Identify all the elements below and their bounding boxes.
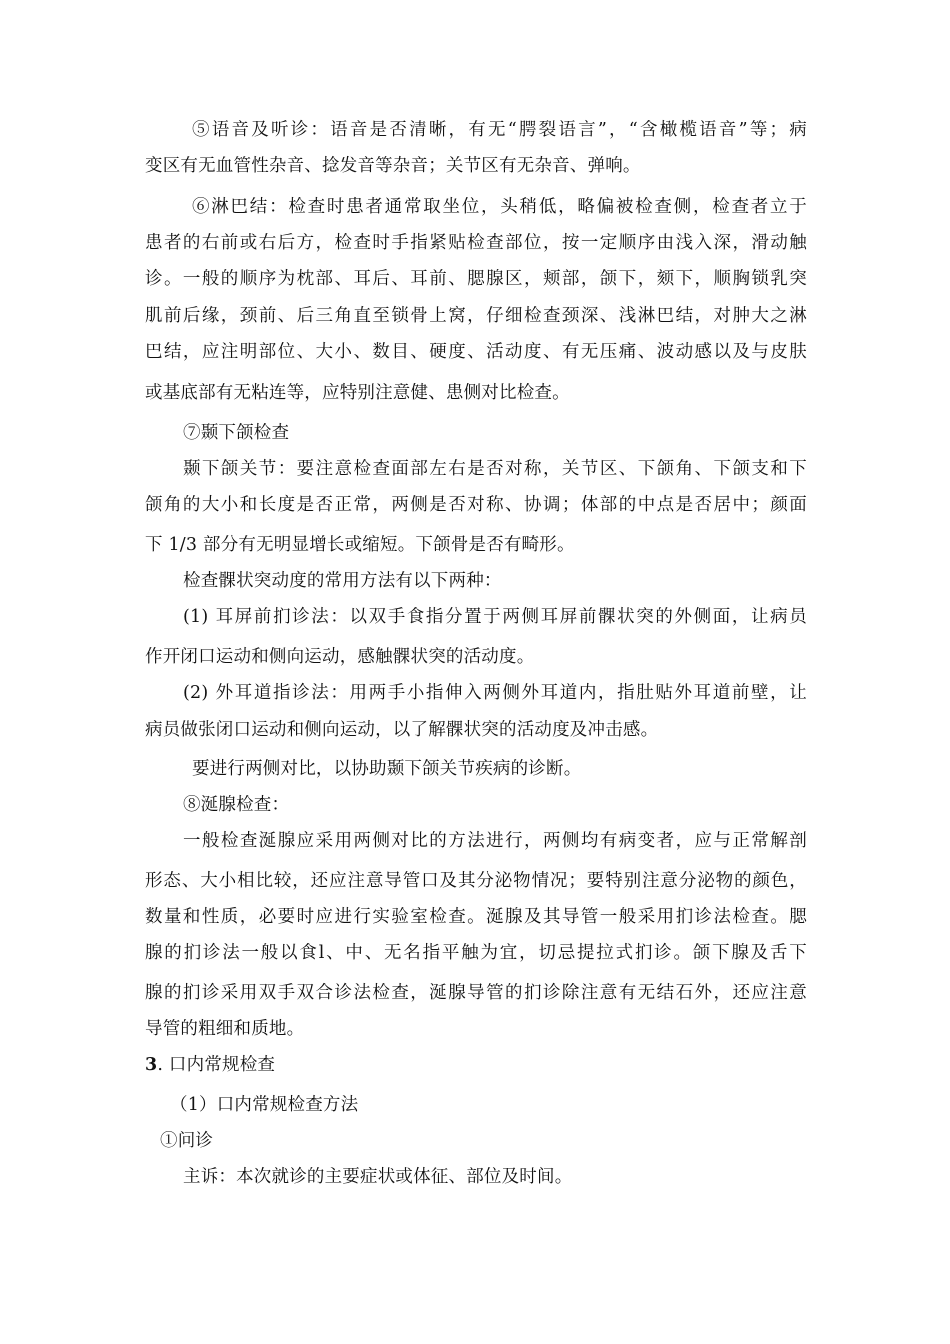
subsection-heading: （1）口内常规检查方法: [170, 1095, 359, 1115]
text-line: ⑥淋巴结：检查时患者通常取坐位，头稍低，略偏被检查侧，检查者立于: [192, 197, 807, 217]
text-line: (2) 外耳道指诊法：用两手小指伸入两侧外耳道内，指肚贴外耳道前壁，让: [183, 683, 807, 703]
text-line: ⑤语音及听诊：语音是否清晰，有无“腭裂语言”，“含橄榄语音”等；病: [192, 120, 807, 140]
text-line: 作开闭口运动和侧向运动，感触髁状突的活动度。: [145, 647, 535, 667]
text-line: 下 1/3 部分有无明显增长或缩短。下颌骨是否有畸形。: [145, 535, 575, 555]
text-line: 变区有无血管性杂音、捻发音等杂音；关节区有无杂音、弹响。: [145, 156, 641, 176]
text-line: 主诉：本次就诊的主要症状或体征、部位及时间。: [183, 1167, 573, 1187]
text-line: 导管的粗细和质地。: [145, 1019, 305, 1039]
section-heading: ⑦颞下颌检查: [183, 423, 290, 443]
text-line: 诊。一般的顺序为枕部、耳后、耳前、腮腺区，颊部，颌下，颏下，顺胸锁乳突: [145, 269, 807, 289]
section-number: 3: [145, 1055, 158, 1075]
text-line: 一般检查涎腺应采用两侧对比的方法进行，两侧均有病变者，应与正常解剖: [183, 831, 807, 851]
text-line: 要进行两侧对比，以协助颞下颌关节疾病的诊断。: [192, 759, 582, 779]
text-line: 腺的扪诊法一般以食l、中、无名指平触为宜，切忌提拉式扪诊。颌下腺及舌下: [145, 943, 807, 963]
section-title: . 口内常规检查: [157, 1055, 276, 1075]
text-line: 腺的扪诊采用双手双合诊法检查，涎腺导管的扪诊除注意有无结石外，还应注意: [145, 983, 807, 1003]
text-line: 检查髁状突动度的常用方法有以下两种：: [183, 571, 502, 591]
text-line: 肌前后缘，颈前、后三角直至锁骨上窝，仔细检查颈深、浅淋巴结，对肿大之淋: [145, 306, 807, 326]
section-heading: ⑧涎腺检查：: [183, 795, 290, 815]
text-line: 患者的右前或右后方，检查时手指紧贴检查部位，按一定顺序由浅入深，滑动触: [145, 233, 807, 253]
text-line: 病员做张闭口运动和侧向运动，以了解髁状突的活动度及冲击感。: [145, 720, 659, 740]
text-line: 巴结，应注明部位、大小、数目、硬度、活动度、有无压痛、波动感以及与皮肤: [145, 342, 807, 362]
text-line: 颞下颌关节：要注意检查面部左右是否对称，关节区、下颌角、下颌支和下: [183, 459, 807, 479]
text-line: 数量和性质，必要时应进行实验室检查。涎腺及其导管一般采用扪诊法检查。腮: [145, 907, 807, 927]
section-heading-3: [145, 1054, 807, 1076]
subsection-item: ①问诊: [160, 1131, 214, 1151]
text-line: 或基底部有无粘连等，应特别注意健、患侧对比检查。: [145, 383, 570, 403]
text-line: (1) 耳屏前扪诊法：以双手食指分置于两侧耳屏前髁状突的外侧面，让病员: [183, 607, 807, 627]
text-line: 形态、大小相比较，还应注意导管口及其分泌物情况；要特别注意分泌物的颜色，: [145, 871, 807, 891]
text-line: 颌角的大小和长度是否正常，两侧是否对称、协调；体部的中点是否居中；颜面: [145, 495, 807, 515]
